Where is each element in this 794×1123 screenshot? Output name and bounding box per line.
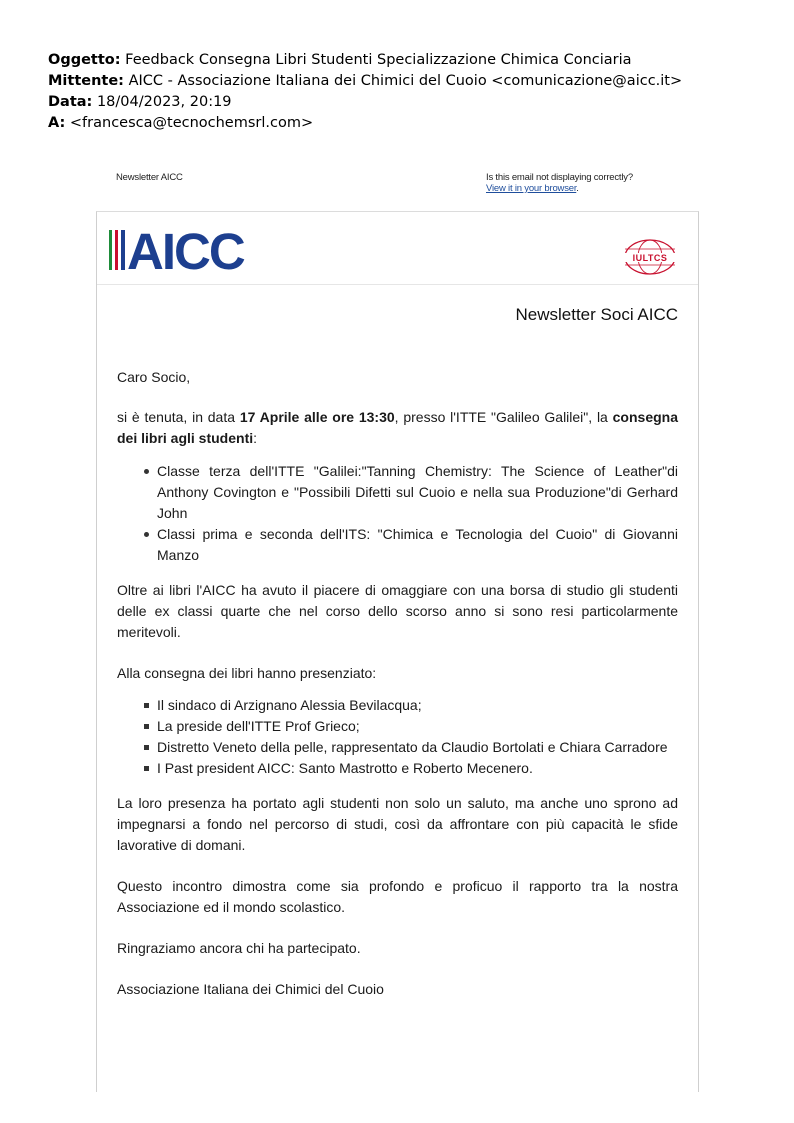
intro-text-2: , presso l'ITTE "Galileo Galilei", la [394,409,613,425]
subject-value: Feedback Consegna Libri Studenti Specializzazione Chimica Conciaria [120,52,632,68]
presence-paragraph: La loro presenza ha portato agli studenti non solo un saluto, ma anche uno sprono ad impegnarsi a fondo nel percorso di studi, così da affrontare con più capacità le sfide lavorative di domani. [117,795,678,853]
view-in-browser-link[interactable]: View it in your browser [486,183,577,194]
subject-label: Oggetto: [48,52,121,68]
list-item: Distretto Veneto della pelle, rappresentato da Claudio Bortolati e Chiara Carradore [157,737,678,758]
logo-stripe-green [109,230,112,270]
list-item: Classe terza dell'ITTE "Galilei:"Tanning Chemistry: The Science of Leather"di Anthony Covington e "Possibili Difetti sul Cuoio e nella sua Produzione"di Gerhard John [157,461,678,524]
scholarship-paragraph: Oltre ai libri l'AICC ha avuto il piacere di omaggiare con una borsa di studio gli studenti delle ex classi quarte che nel corso dello scorso anno si sono resi particolarmente meritevoli. [117,582,678,640]
list-item: Classi prima e seconda dell'ITS: "Chimica e Tecnologia del Cuoio" di Giovanni Manzo [157,524,678,566]
aicc-logo-text: AICC [127,224,244,276]
iultcs-logo [620,236,680,278]
list-item: La preside dell'ITTE Prof Grieco; [157,716,678,737]
sender-label: Mittente: [48,73,124,89]
meeting-paragraph: Questo incontro dimostra come sia profondo e proficuo il rapporto tra la nostra Associazione ed il mondo scolastico. [117,878,678,915]
date-value: 18/04/2023, 20:19 [92,94,232,110]
sender-line [48,71,682,92]
books-list [117,461,678,566]
recipient-label: A: [48,115,66,131]
list-item: Il sindaco di Arzignano Alessia Bevilacqua; [157,695,678,716]
logo-band [97,212,698,285]
newsletter-body [117,367,678,1000]
intro-text-1: si è tenuta, in data [117,409,240,425]
date-label: Data: [48,94,93,110]
newsletter-title: Newsletter Soci AICC [515,305,678,324]
logo-stripe-red [115,230,118,270]
greeting: Caro Socio, [117,369,191,385]
recipient-line [48,113,682,134]
sender-value: AICC - Associazione Italiana dei Chimici del Cuoio <comunicazione@aicc.it> [123,73,683,89]
preheader-link-line [486,183,633,194]
thanks-line: Ringraziamo ancora chi ha partecipato. [117,940,361,956]
attendees-intro: Alla consegna dei libri hanno presenziato: [117,665,377,681]
logo-stripe-blue [121,230,125,270]
preheader-label: Newsletter AICC [116,172,183,183]
preheader-browser-notice [486,172,633,194]
date-line [48,92,682,113]
event-date: 17 Aprile alle ore 13:30 [239,409,395,425]
iultcs-logo-text: IULTCS [632,253,668,263]
aicc-logo [109,224,265,276]
preheader-link-suffix: . [576,183,579,194]
list-item: I Past president AICC: Santo Mastrotto e Roberto Mecenero. [157,758,678,779]
recipient-value: <francesca@tecnochemsrl.com> [65,115,314,131]
signature: Associazione Italiana dei Chimici del Cuoio [117,981,384,997]
intro-text-3: : [253,430,258,446]
newsletter-card [96,211,699,1092]
subject-line [48,50,682,71]
event-highlight: consegna dei libri agli studenti [117,409,678,446]
email-header [48,50,682,134]
preheader-question: Is this email not displaying correctly? [486,172,633,183]
intro-paragraph [117,407,678,449]
attendees-list [117,695,678,779]
